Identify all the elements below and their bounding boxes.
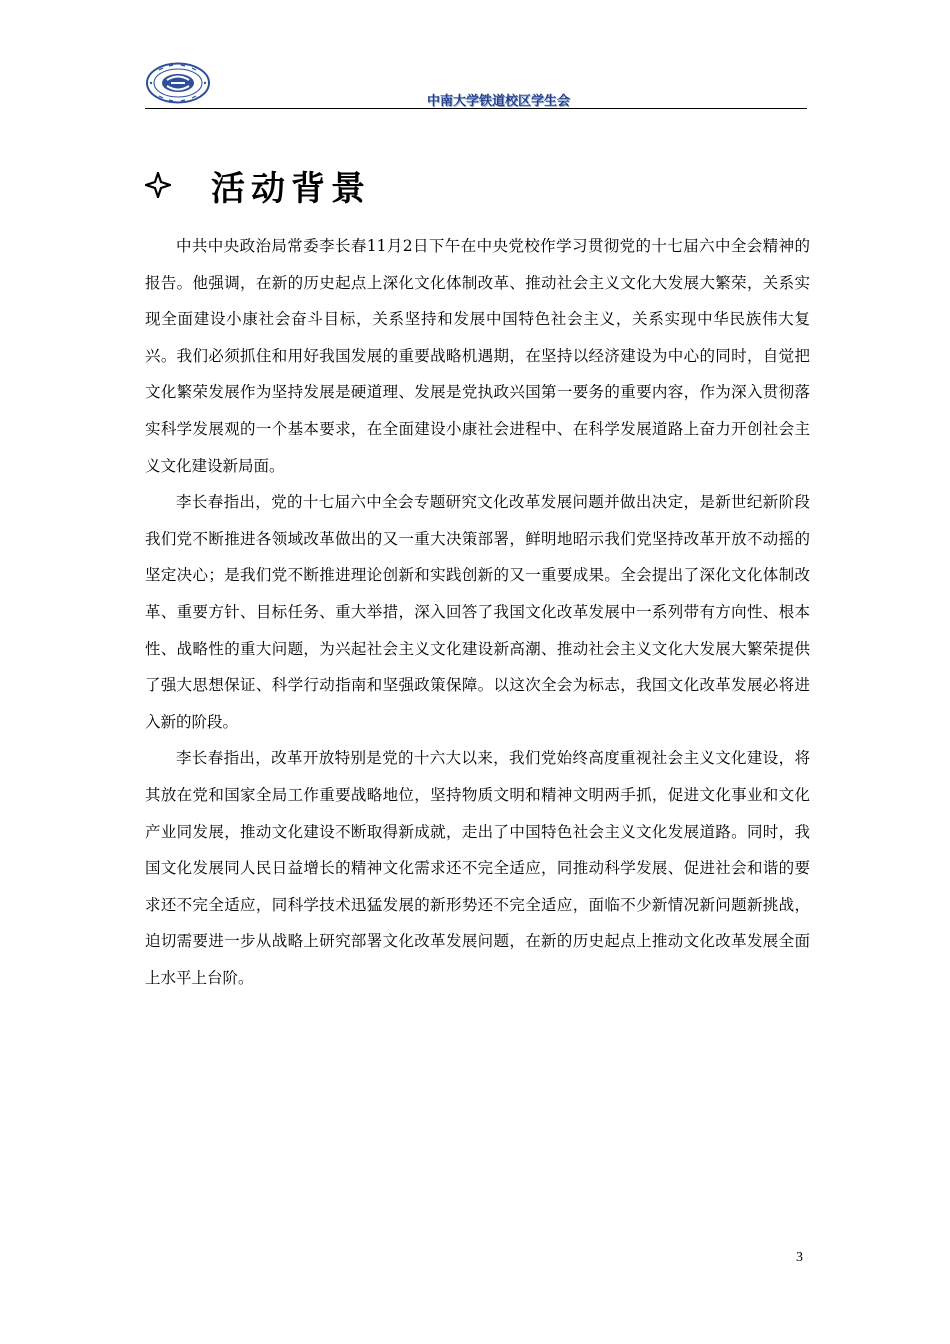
paragraph-3: 李长春指出，改革开放特别是党的十六大以来，我们党始终高度重视社会主义文化建设，将其放在党和国家全局工作重要战略地位，坚持物质文明和精神文明两手抓，促进文化事业和文化产业同发展，推动文化建设不断取得新成就，走出了中国特色社会主义文化发展道路。同时，我国文化发展同人民日益增长的精神文化需求还不完全适应，同推动科学发展、促进社会和谐的要求还不完全适应，同科学技术迅猛发展的新形势还不完全适应，面临不少新情况新问题新挑战，迫切需要进一步从战略上研究部署文化改革发展问题，在新的历史起点上推动文化改革发展全面上水平上台阶。 — [145, 749, 810, 987]
paragraph-1: 中共中央政治局常委李长春11月2日下午在中央党校作学习贯彻党的十七届六中全会精神的报告。他强调，在新的历史起点上深化文化体制改革、推动社会主义文化大发展大繁荣，关系实现全面建设小康社会奋斗目标，关系坚持和发展中国特色社会主义，关系实现中华民族伟大复兴。我们必须抓住和用好我国发展的重要战略机遇期，在坚持以经济建设为中心的同时，自觉把文化繁荣发展作为坚持发展是硬道理、发展是党执政兴国第一要务的重要内容，作为深入贯彻落实科学发展观的一个基本要求，在全面建设小康社会进程中、在科学发展道路上奋力开创社会主义文化建设新局面。 — [145, 237, 810, 475]
header-title: 中南大学铁道校区学生会 — [427, 94, 571, 109]
paragraph-2: 李长春指出，党的十七届六中全会专题研究文化改革发展问题并做出决定，是新世纪新阶段我们党不断推进各领域改革做出的又一重大决策部署，鲜明地昭示我们党坚持改革开放不动摇的坚定决心；是我们党不断推进理论创新和实践创新的又一重要成果。全会提出了深化文化体制改革、重要方针、目标任务、重大举措，深入回答了我国文化改革发展中一系列带有方向性、根本性、战略性的重大问题，为兴起社会主义文化建设新高潮、推动社会主义文化大发展大繁荣提供了强大思想保证、科学行动指南和坚强政策保障。以这次全会为标志，我国文化改革发展必将进入新的阶段。 — [145, 493, 810, 731]
page-header — [145, 62, 807, 109]
four-point-star-icon — [145, 172, 171, 198]
page-number: 3 — [796, 1250, 803, 1265]
body-text — [145, 228, 810, 996]
section-heading — [145, 160, 371, 210]
section-title: 活动背景 — [211, 168, 371, 209]
university-logo — [145, 62, 211, 104]
